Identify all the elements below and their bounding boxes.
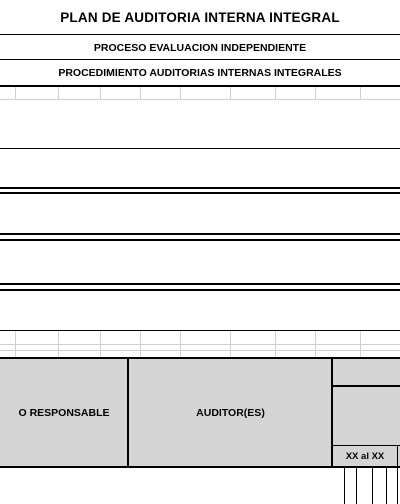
cell-divider	[344, 468, 345, 504]
divider	[0, 233, 400, 235]
spreadsheet-gridline	[275, 87, 276, 99]
divider	[0, 330, 400, 331]
spreadsheet-gridline	[58, 331, 59, 357]
divider	[0, 192, 400, 194]
spreadsheet-gridline	[275, 331, 276, 357]
spreadsheet-gridline	[230, 331, 231, 357]
cell-divider	[386, 468, 387, 504]
divider	[0, 289, 400, 291]
divider	[0, 239, 400, 241]
divider	[0, 187, 400, 189]
divider	[0, 148, 400, 149]
spreadsheet-gridline	[140, 87, 141, 99]
spreadsheet-gridline	[0, 344, 400, 345]
spreadsheet-gridline	[15, 331, 16, 357]
divider	[0, 283, 400, 285]
spreadsheet-gridline	[180, 87, 181, 99]
divider	[0, 85, 400, 87]
spreadsheet-gridline	[140, 331, 141, 357]
spreadsheet-gridline	[360, 331, 361, 357]
cell-divider	[397, 468, 398, 504]
procedure-title: PROCEDIMIENTO AUDITORIAS INTERNAS INTEGRALES	[58, 66, 342, 79]
spreadsheet-gridline	[360, 87, 361, 99]
column-header-responsable: O RESPONSABLE	[18, 406, 110, 419]
spreadsheet-gridline	[230, 87, 231, 99]
spreadsheet-gridline	[315, 331, 316, 357]
plan-title: PLAN DE AUDITORIA INTERNA INTEGRAL	[60, 10, 340, 25]
spreadsheet-gridline	[0, 350, 400, 351]
process-title: PROCESO EVALUACION INDEPENDIENTE	[93, 41, 307, 54]
table-body-row[interactable]	[0, 468, 400, 504]
spreadsheet-gridline	[180, 331, 181, 357]
spreadsheet-gridline	[315, 87, 316, 99]
spreadsheet-gridline	[15, 87, 16, 99]
column-header-auditores: AUDITOR(ES)	[196, 406, 265, 419]
spreadsheet-gridline	[58, 87, 59, 99]
schedule-header-divider	[333, 385, 400, 387]
date-range-label: XX al XX	[345, 450, 385, 462]
cell-divider	[372, 468, 373, 504]
spreadsheet-gridline	[0, 99, 400, 100]
spreadsheet-gridline	[100, 331, 101, 357]
cell-divider	[356, 468, 357, 504]
spreadsheet-gridline	[100, 87, 101, 99]
